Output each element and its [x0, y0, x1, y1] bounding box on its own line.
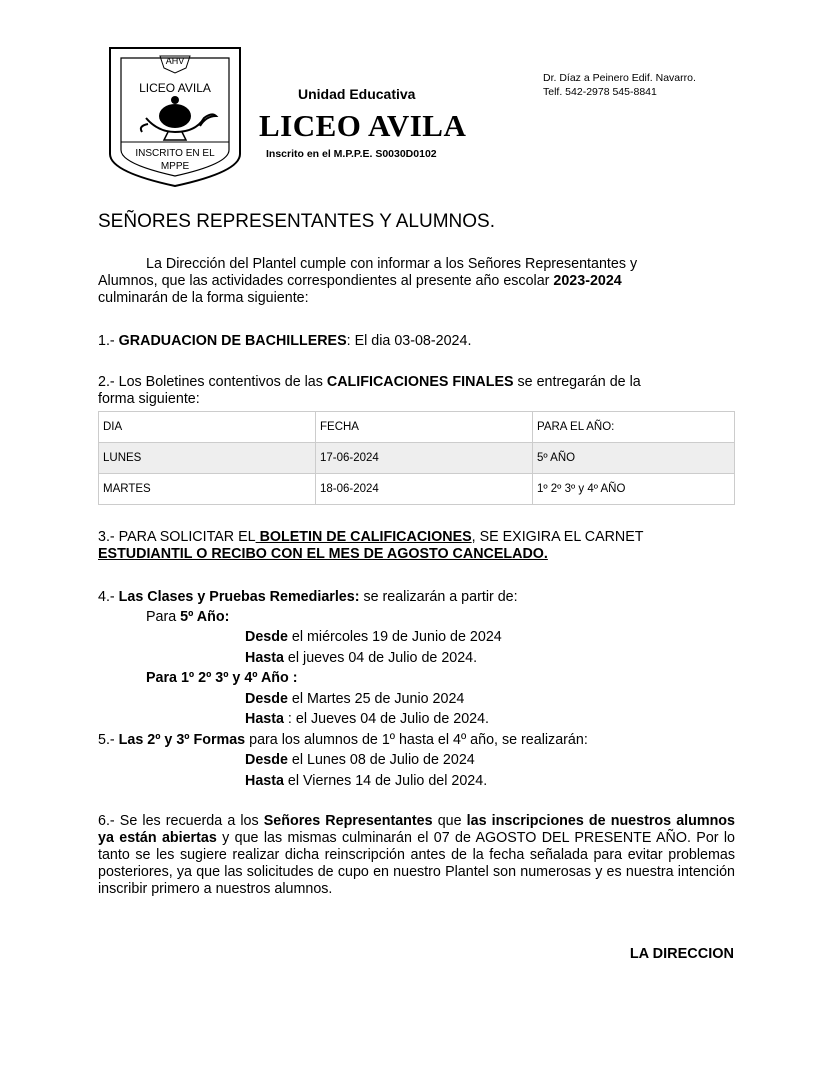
- item-6-label-1: Señores Representantes: [263, 813, 433, 829]
- item-6-prefix: 6.- Se les recuerda a los: [98, 813, 264, 829]
- to-text: : el Jueves 04 de Julio de 2024.: [283, 711, 490, 727]
- item-6: [98, 813, 735, 898]
- item-1-num: 1.-: [98, 333, 119, 349]
- item-4-group-1: [146, 609, 229, 626]
- signature: LA DIRECCION: [629, 946, 734, 962]
- grades-table: [98, 411, 735, 505]
- item-4-num: 4.-: [98, 589, 119, 605]
- from-label: Desde: [245, 691, 288, 707]
- crest-bottom-text-2: MPPE: [160, 161, 190, 172]
- item-3-prefix: 3.- PARA SOLICITAR EL: [98, 529, 256, 545]
- to-label: Hasta: [245, 711, 284, 727]
- intro-paragraph: [98, 256, 738, 307]
- item-5-label: Las 2º y 3º Formas: [118, 732, 246, 748]
- table-header-cell: FECHA: [316, 412, 533, 443]
- item-4-label: Las Clases y Pruebas Remediarles:: [118, 589, 360, 605]
- table-cell: 1º 2º 3º y 4º AÑO: [533, 474, 735, 505]
- from-text: el miércoles 19 de Junio de 2024: [287, 629, 502, 645]
- from-label: Desde: [245, 752, 288, 768]
- greeting: SEÑORES REPRESENTANTES Y ALUMNOS.: [98, 211, 495, 232]
- table-header-cell: PARA EL AÑO:: [533, 412, 735, 443]
- intro-line-2-text: Alumnos, que las actividades correspondientes al presente año escolar: [98, 273, 554, 289]
- item-1-label: GRADUACION DE BACHILLERES: [118, 333, 347, 349]
- item-6-mid: que: [432, 813, 467, 829]
- header-title: LICEO AVILA: [259, 108, 467, 143]
- intro-line-2: [98, 273, 738, 290]
- table-cell: MARTES: [99, 474, 316, 505]
- item-6-text: y que las mismas culminarán el 07 de AGOSTO DEL PRESENTE AÑO. Por lo tanto se les sugiere realizar dicha reinscripción antes de la fecha señalada para evitar problemas posteriores, ya que las solicitudes de cupo en nuestro Plantel son numerosas y es nuestra intención inscribir primero a nuestros alumnos.: [98, 830, 735, 897]
- group-1-from: [245, 629, 502, 646]
- item-3-line-2-wrap: [98, 546, 738, 563]
- from-label: Desde: [245, 629, 288, 645]
- school-crest: [108, 46, 242, 188]
- item-5: [98, 732, 738, 749]
- to-label: Hasta: [245, 650, 284, 666]
- group-2-label: Para 1º 2º 3º y 4º Año :: [146, 670, 298, 686]
- group-2-to: [245, 711, 489, 728]
- table-cell: 17-06-2024: [316, 443, 533, 474]
- table-cell: 18-06-2024: [316, 474, 533, 505]
- table-header-cell: DIA: [99, 412, 316, 443]
- to-text: el Viernes 14 de Julio del 2024.: [283, 773, 488, 789]
- item-1: [98, 333, 738, 350]
- item-5-num: 5.-: [98, 732, 119, 748]
- item-2: [98, 374, 738, 408]
- address-line-2: Telf. 542-2978 545-8841: [543, 86, 657, 98]
- intro-line-1: La Dirección del Plantel cumple con informar a los Señores Representantes y: [146, 256, 638, 272]
- item-3: [98, 529, 738, 563]
- table-cell: LUNES: [99, 443, 316, 474]
- group-2-from: [245, 691, 464, 708]
- item-5-to: [245, 773, 487, 790]
- item-6-label-2: las inscripciones de nuestros alumnos ya están abiertas: [98, 813, 735, 846]
- to-text: el jueves 04 de Julio de 2024.: [283, 650, 478, 666]
- item-1-text: : El dia 03-08-2024.: [346, 333, 472, 349]
- item-4-text: se realizarán a partir de:: [359, 589, 518, 605]
- header-registration: Inscrito en el M.P.P.E. S0030D0102: [266, 148, 437, 160]
- school-year: 2023-2024: [553, 273, 622, 289]
- crest-top-text: AHV: [165, 56, 185, 66]
- item-3-suffix: , SE EXIGIRA EL CARNET: [471, 529, 644, 545]
- group-1-label: 5º Año:: [180, 609, 230, 625]
- item-3-line-1: [98, 529, 738, 546]
- crest-bottom-text-1: INSCRITO EN EL: [135, 148, 215, 159]
- address-line-1: Dr. Díaz a Peinero Edif. Navarro.: [543, 72, 696, 84]
- oil-lamp-icon: [141, 96, 216, 140]
- item-2-prefix: 2.- Los Boletines contentivos de las: [98, 374, 327, 390]
- item-3-label: BOLETIN DE CALIFICACIONES: [255, 529, 472, 545]
- table-cell: 5º AÑO: [533, 443, 735, 474]
- item-3-line-2: ESTUDIANTIL O RECIBO CON EL MES DE AGOSTO CANCELADO.: [98, 546, 548, 562]
- item-2-line-1: [98, 374, 738, 391]
- item-2-line-2: forma siguiente:: [98, 391, 200, 407]
- group-1-prefix: Para: [146, 609, 181, 625]
- item-4-group-2: [146, 670, 297, 687]
- item-4: [98, 589, 738, 606]
- table-header-row: [99, 412, 735, 443]
- header-subtitle: Unidad Educativa: [298, 86, 416, 102]
- crest-name-text: LICEO AVILA: [139, 81, 211, 95]
- from-text: el Lunes 08 de Julio de 2024: [287, 752, 475, 768]
- item-5-text: para los alumnos de 1º hasta el 4º año, se realizarán:: [245, 732, 588, 748]
- to-label: Hasta: [245, 773, 284, 789]
- header-address: [543, 71, 696, 99]
- table-row: [99, 474, 735, 505]
- item-2-label: CALIFICACIONES FINALES: [326, 374, 514, 390]
- item-2-suffix: se entregarán de la: [513, 374, 641, 390]
- from-text: el Martes 25 de Junio 2024: [287, 691, 465, 707]
- table-row: [99, 443, 735, 474]
- intro-line-3: culminarán de la forma siguiente:: [98, 290, 309, 306]
- item-5-from: [245, 752, 475, 769]
- group-1-to: [245, 650, 477, 667]
